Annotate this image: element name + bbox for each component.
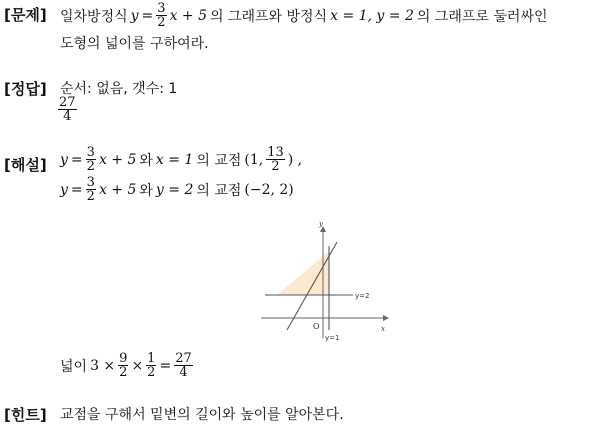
sol1-pnum: 13 (267, 145, 284, 160)
problem-prefix: 일차방정식 (60, 8, 128, 25)
solution-line1 (60, 146, 305, 173)
sol1-fraction (86, 146, 96, 173)
graph-hline-label: y=2 (355, 292, 370, 300)
problem-suffix: 의 그래프로 둘러싸인 (416, 8, 548, 25)
problem-line2: 도형의 넓이를 구하여라. (60, 36, 209, 52)
sol1-num: 3 (86, 145, 95, 160)
solution-label: [해설] (4, 156, 47, 174)
area-d1: 2 (119, 365, 128, 380)
solution-line2 (60, 176, 297, 203)
sol1-wa: 와 (139, 152, 153, 169)
problem-eq-rest: x + 5 (169, 7, 207, 24)
sol2-fraction (86, 176, 96, 203)
area-d3: 4 (174, 365, 193, 379)
problem-eq-y: y (130, 7, 139, 24)
sol1-cond: x = 1 (155, 151, 194, 168)
sol1-rest: x + 5 (98, 151, 137, 168)
problem-cond: x = 1, y = 2 (330, 7, 414, 24)
answer-meta: 순서: 없음, 갯수: 1 (60, 81, 178, 97)
sol1-equals: = (70, 151, 83, 168)
answer-frac-den: 4 (58, 109, 77, 123)
sol1-den: 2 (86, 159, 95, 174)
problem-frac-num: 3 (157, 1, 166, 16)
area-n3: 27 (175, 351, 192, 366)
sol2-rest: x + 5 (98, 181, 137, 198)
problem-fraction (156, 2, 166, 29)
sol1-point-close: ) , (287, 151, 303, 168)
sol1-y: y (60, 151, 68, 168)
sol2-wa: 와 (139, 182, 153, 199)
sol2-y: y (60, 181, 68, 198)
graph-y-label: y (319, 220, 323, 228)
sol1-pden: 2 (266, 159, 285, 173)
triangle-region (277, 251, 329, 295)
area-d2: 2 (147, 365, 156, 380)
area-n2: 1 (147, 351, 156, 366)
sol2-point: (−2, 2) (244, 181, 294, 198)
sol2-den: 2 (86, 189, 95, 204)
sol1-point-open: (1, (244, 151, 264, 168)
area-frac3 (174, 352, 193, 379)
area-three: 3 × (90, 357, 116, 374)
area-frac1 (118, 352, 128, 379)
area-times: × (131, 357, 144, 374)
sol1-point-fraction (266, 146, 285, 173)
answer-label: [정답] (4, 80, 47, 98)
sol2-cond: y = 2 (155, 181, 194, 198)
area-eq: = (159, 357, 172, 374)
area-label: 넓이 (60, 358, 88, 375)
sol2-num: 3 (86, 175, 95, 190)
area-line (60, 352, 196, 379)
problem-frac-den: 2 (157, 15, 166, 30)
graph-vline-label: y=1 (325, 334, 340, 342)
answer-fraction-wrap (58, 96, 77, 123)
hint-label: [힌트] (4, 406, 47, 424)
graph-origin-label: O (313, 322, 320, 331)
problem-mid: 의 그래프와 방정식 (210, 8, 328, 25)
solution-graph (255, 218, 395, 344)
area-frac2 (146, 352, 156, 379)
sol1-desc: 의 교점 (196, 152, 242, 169)
problem-eq-equals: = (141, 7, 154, 24)
hint-text: 교점을 구해서 밑변의 길이와 높이를 알아본다. (60, 407, 344, 423)
answer-fraction (58, 96, 77, 123)
graph-x-label: x (381, 325, 385, 333)
x-axis-arrow (383, 315, 389, 321)
sol2-desc: 의 교점 (196, 182, 242, 199)
answer-frac-num: 27 (59, 95, 76, 110)
area-n1: 9 (119, 351, 128, 366)
problem-label: [문제] (4, 6, 47, 24)
problem-line1 (60, 2, 551, 29)
sol2-equals: = (70, 181, 83, 198)
